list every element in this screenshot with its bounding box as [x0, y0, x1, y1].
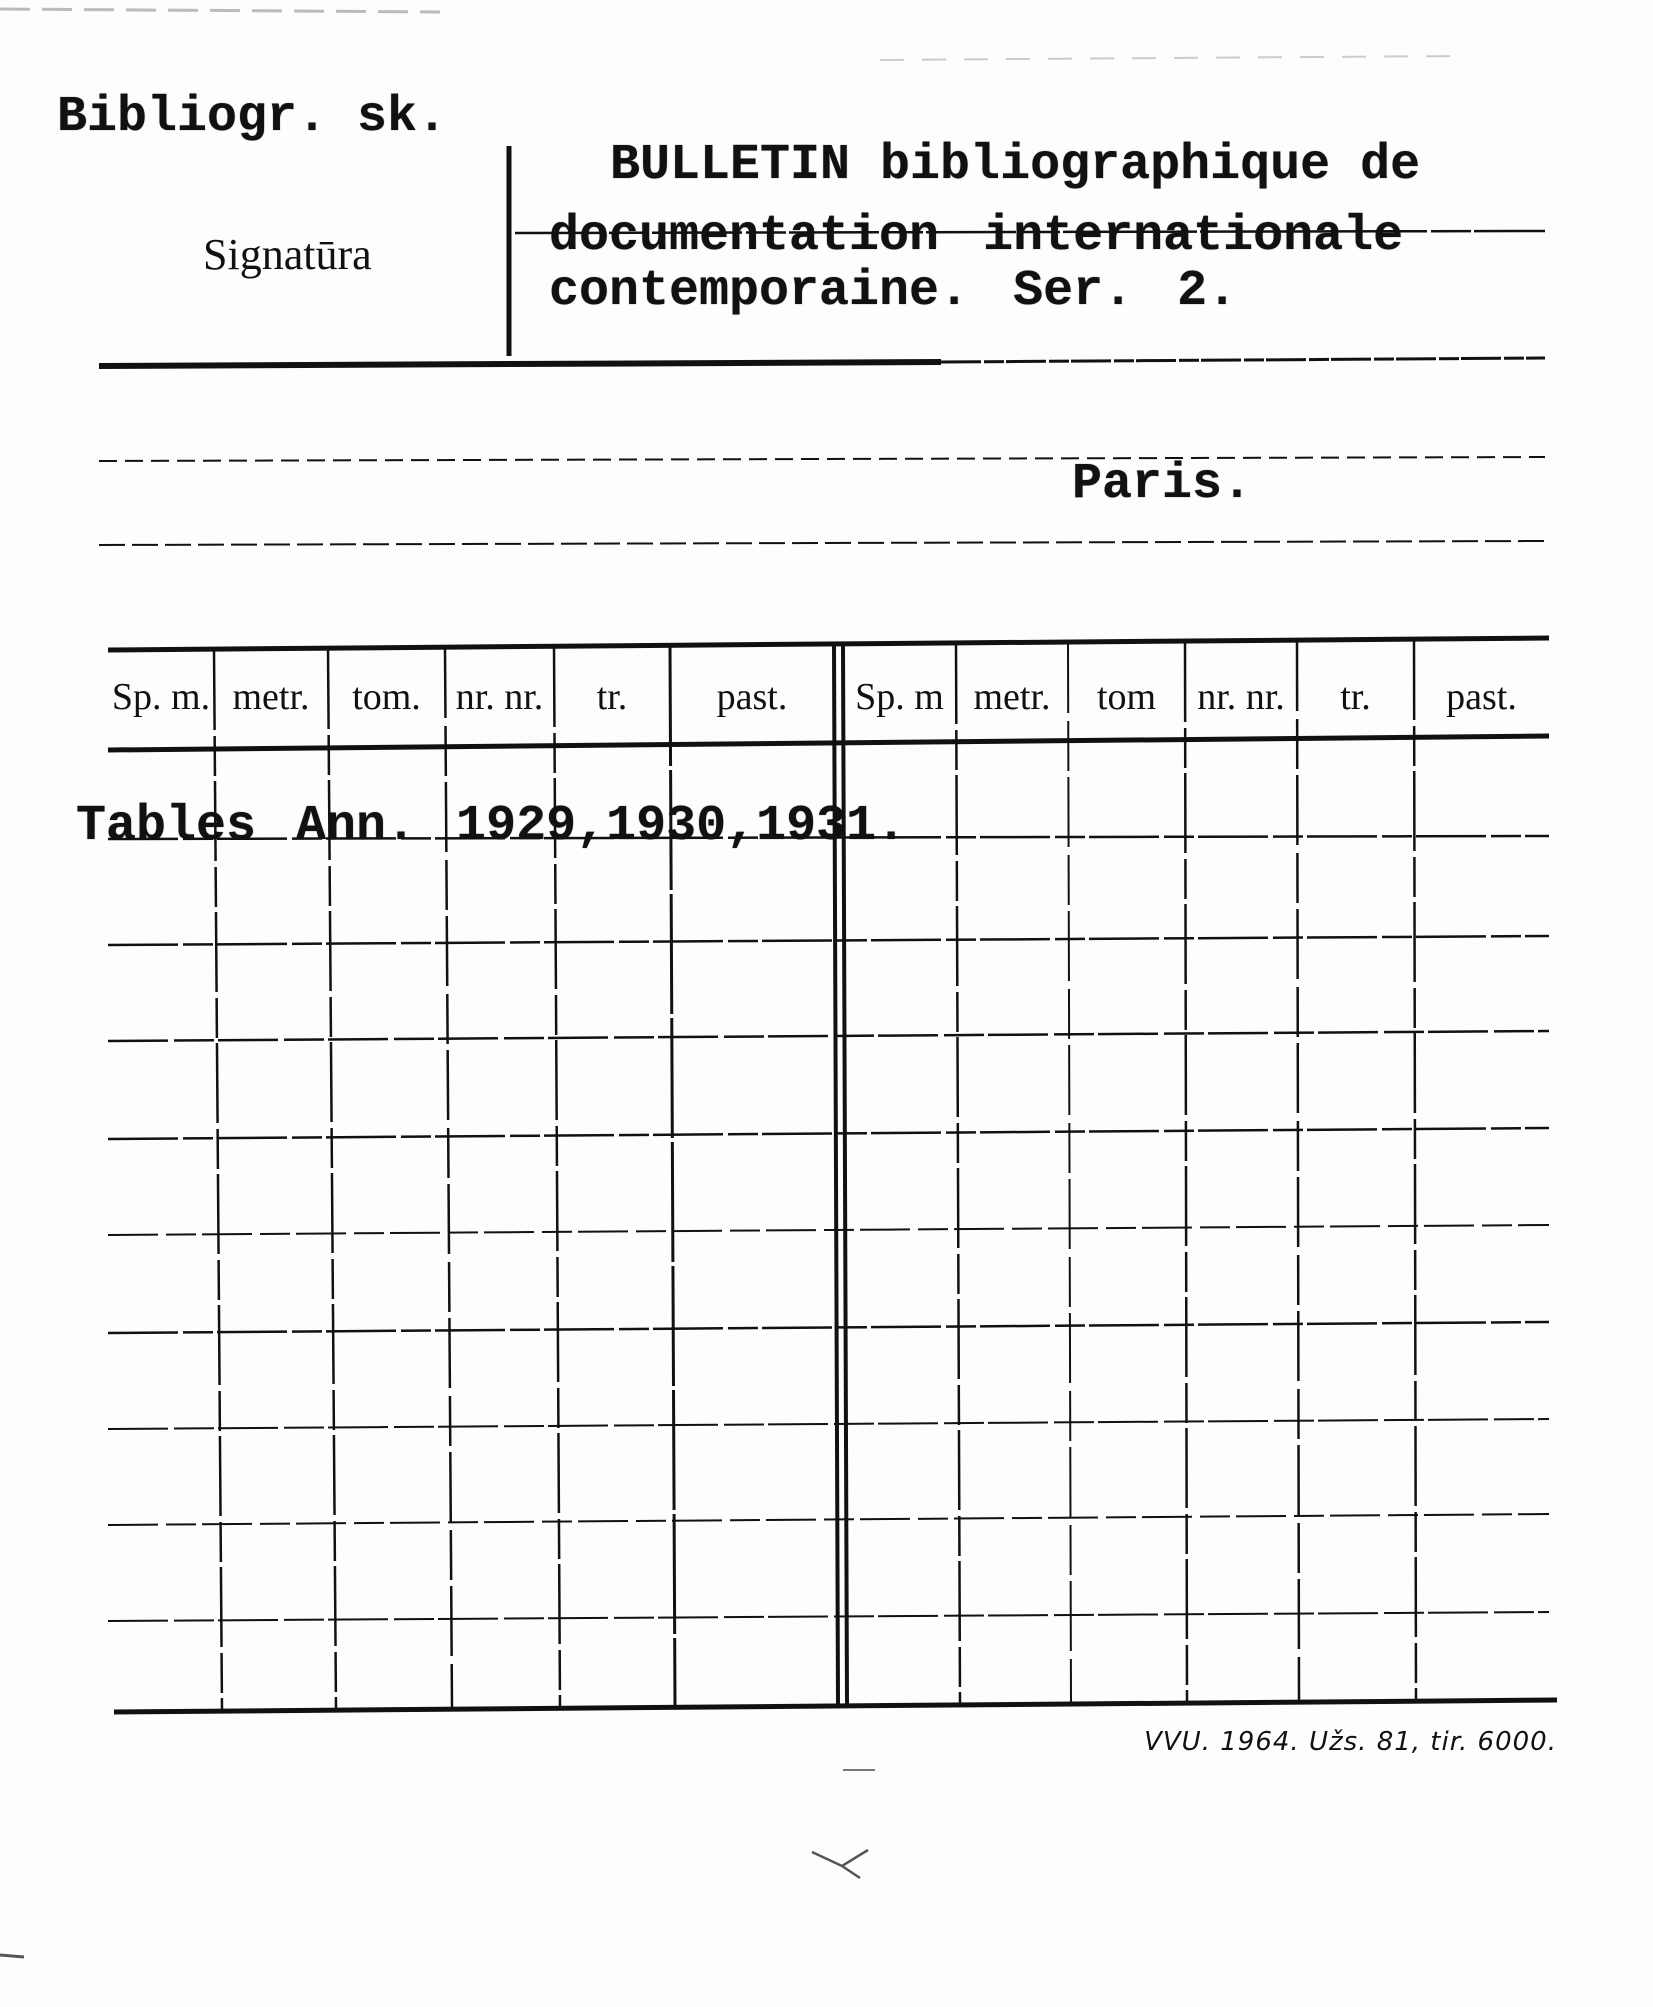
header-left-tom: tom. [352, 675, 421, 718]
table-column-line [1414, 640, 1416, 1700]
table-bottom-rule [114, 1700, 1557, 1712]
title-line-2: documentation internationale [549, 208, 1404, 265]
header-right-tom: tom [1096, 675, 1157, 718]
title-line-3: contemporaine. Ser. 2. [549, 263, 1238, 320]
table-row-line [108, 1031, 1549, 1041]
header-left-sp-m: Sp. m. [111, 675, 211, 718]
header-right-tr: tr. [1340, 675, 1371, 718]
header-right-past: past. [1446, 675, 1517, 718]
table-row-line [108, 1225, 1549, 1235]
header-left-tr: tr. [596, 675, 628, 718]
header-rule [99, 362, 941, 366]
table-top-rule [108, 638, 1549, 650]
header-rule [941, 358, 1545, 362]
header-left-nr-nr: nr. nr. [455, 675, 544, 718]
scan-mark [812, 1850, 868, 1878]
printer-imprint: VVU. 1964. Užs. 81, tir. 6000. [1144, 1727, 1557, 1757]
title-line-1: BULLETIN bibliographique de [610, 137, 1421, 194]
table-row-line [108, 1419, 1549, 1429]
table-column-line [1185, 642, 1187, 1702]
header-right-nr-nr: nr. nr. [1197, 675, 1285, 718]
header-left-past: past. [716, 675, 788, 718]
table-entry: Tables Ann. 1929,1930,1931. [76, 798, 907, 855]
table-column-line [956, 644, 960, 1704]
header-right-metr: metr. [973, 675, 1051, 718]
faint-scan-line [880, 56, 1460, 60]
header-right-sp-m: Sp. m [855, 675, 944, 718]
publication-place: Paris. [1072, 456, 1253, 513]
table-row-line [108, 936, 1549, 945]
table-row-line [108, 1128, 1549, 1139]
table-row-line [108, 1514, 1549, 1525]
table-row-line [108, 1322, 1549, 1333]
faint-scan-line [0, 9, 440, 12]
blank-line [99, 457, 1545, 461]
table-row-line [108, 1612, 1549, 1621]
signature-label: Signatūra [203, 230, 372, 279]
table-column-line [1068, 643, 1071, 1703]
catalog-label: Bibliogr. sk. [57, 89, 448, 146]
table-column-line [1297, 641, 1299, 1701]
blank-line [99, 541, 1545, 545]
header-left-metr: metr. [232, 675, 310, 718]
scan-mark [0, 1955, 24, 1957]
